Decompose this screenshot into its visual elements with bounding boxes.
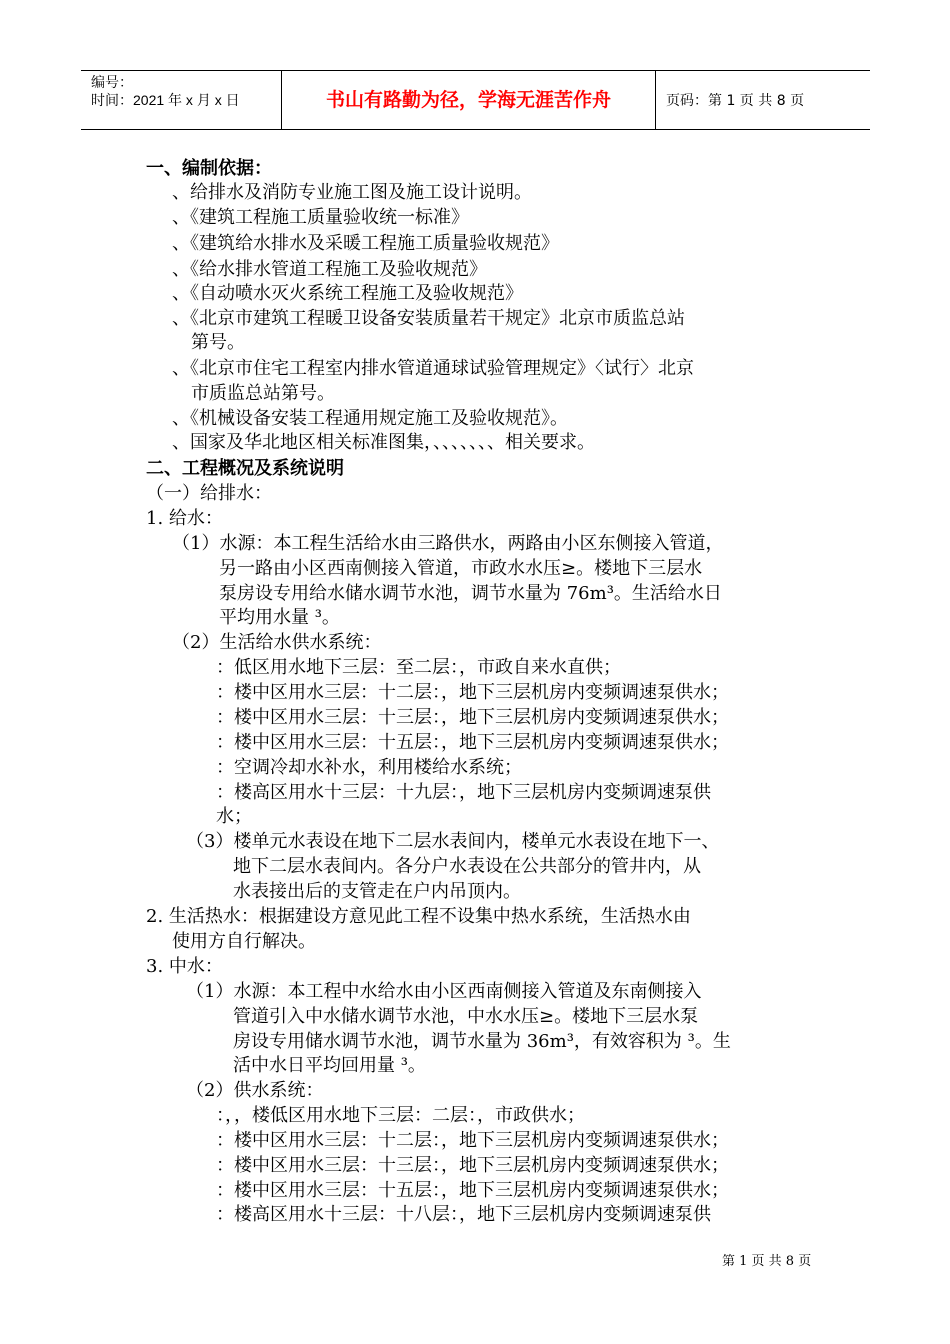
text-line: 、《北京市建筑工程暖卫设备安装质量若干规定》北京市质监总站 <box>172 308 685 329</box>
text-line: 、《给水排水管道工程施工及验收规范》 <box>172 259 487 280</box>
section-heading: 二、工程概况及系统说明 <box>146 458 344 479</box>
text-line: （1）水源：本工程生活给水由三路供水，两路由小区东侧接入管道， <box>172 533 724 554</box>
text-line: 、国家及华北地区相关标准图集，、、、、、、、相关要求。 <box>172 432 595 453</box>
text-line: 、《建筑给水排水及采暖工程施工质量验收规范》 <box>172 233 559 254</box>
header-page-info: 页码：第 1 页 共 8 页 <box>666 93 805 109</box>
header-meta <box>91 73 240 109</box>
text-line: ：楼高区用水十三层：十八层：，地下三层机房内变频调速泵供 <box>216 1204 711 1225</box>
text-line: ：楼中区用水三层：十二层：，地下三层机房内变频调速泵供水； <box>216 682 729 703</box>
text-line: （3）楼单元水表设在地下二层水表间内，楼单元水表设在地下一、 <box>186 831 720 852</box>
text-line: ：楼中区用水三层：十五层：，地下三层机房内变频调速泵供水； <box>216 1180 729 1201</box>
text-line: ：楼高区用水十三层：十九层：，地下三层机房内变频调速泵供 <box>216 782 711 803</box>
text-line: ：楼中区用水三层：十五层：，地下三层机房内变频调速泵供水； <box>216 732 729 753</box>
text-line: ：楼中区用水三层：十二层：，地下三层机房内变频调速泵供水； <box>216 1130 729 1151</box>
text-line: ：空调冷却水补水，利用楼给水系统； <box>216 757 522 778</box>
text-line: 使用方自行解决。 <box>172 931 316 952</box>
text-line: 活中水日平均回用量 ³。 <box>233 1055 426 1076</box>
text-line: ：楼中区用水三层：十三层：，地下三层机房内变频调速泵供水； <box>216 1155 729 1176</box>
text-line: 、《机械设备安装工程通用规定施工及验收规范》。 <box>172 408 568 429</box>
text-line: 、《建筑工程施工质量验收统一标准》 <box>172 207 469 228</box>
text-line: 水； <box>216 806 252 827</box>
doc-number-label: 编号： <box>91 74 133 90</box>
header-divider <box>655 71 656 129</box>
text-line: 房设专用储水调节水池，调节水量为 36m³，有效容积为 ³。生 <box>233 1031 731 1052</box>
text-line: 水表接出后的支管走在户内吊顶内。 <box>233 881 521 902</box>
text-line: 2. 生活热水：根据建设方意见此工程不设集中热水系统，生活热水由 <box>146 906 691 927</box>
header-motto: 书山有路勤为径，学海无涯苦作舟 <box>325 89 611 111</box>
text-line: 泵房设专用给水储水调节水池，调节水量为 76m³。生活给水日 <box>219 583 722 604</box>
text-line: 、《自动喷水灭火系统工程施工及验收规范》 <box>172 283 523 304</box>
text-line: 3. 中水： <box>146 956 223 977</box>
text-line: 第号。 <box>191 332 245 353</box>
text-line: （1）水源：本工程中水给水由小区西南侧接入管道及东南侧接入 <box>186 981 702 1002</box>
text-line: 地下二层水表间内。各分户水表设在公共部分的管井内，从 <box>233 856 701 877</box>
text-line: 、给排水及消防专业施工图及施工设计说明。 <box>172 182 532 203</box>
subsection-heading: （一）给排水： <box>146 483 272 504</box>
text-line: 另一路由小区西南侧接入管道，市政水水压≥。楼地下三层水 <box>219 558 703 579</box>
section-heading: 一、编制依据： <box>146 158 272 179</box>
text-line: （2）生活给水供水系统： <box>172 632 382 653</box>
page-header <box>81 70 870 130</box>
text-line: 、《北京市住宅工程室内排水管道通球试验管理规定》〈试行〉北京 <box>172 358 694 379</box>
page-footer: 第 1 页 共 8 页 <box>722 1254 812 1269</box>
text-line: （2）供水系统： <box>186 1080 324 1101</box>
text-line: 市质监总站第号。 <box>191 383 335 404</box>
text-line: 管道引入中水储水调节水池，中水水压≥。楼地下三层水泵 <box>233 1006 699 1027</box>
text-line: ：，，楼低区用水地下三层：二层：，市政供水； <box>216 1105 585 1126</box>
text-line: ：低区用水地下三层：至二层：，市政自来水直供； <box>216 657 621 678</box>
text-line: ：楼中区用水三层：十三层：，地下三层机房内变频调速泵供水； <box>216 707 729 728</box>
doc-date-label: 时间：2021 年 x 月 x 日 <box>91 92 240 108</box>
text-line: 平均用水量 ³。 <box>219 607 340 628</box>
text-line: 1. 给水： <box>146 508 223 529</box>
